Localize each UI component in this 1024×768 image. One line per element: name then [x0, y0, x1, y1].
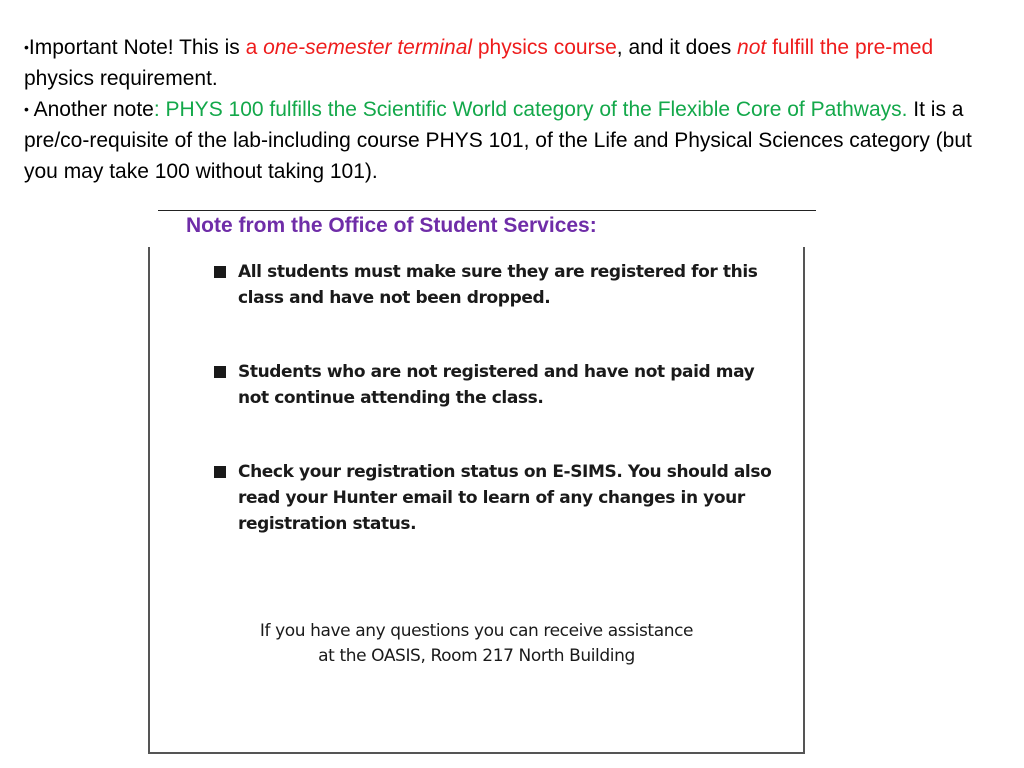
note-important-not: not: [737, 36, 767, 59]
square-bullet-icon: [214, 266, 226, 278]
notice-item-text: All students must make sure they are registered for this class and have not been dropped.: [238, 262, 758, 308]
note-another-prefix: Another note: [28, 98, 154, 121]
notice-item-text: Students who are not registered and have not paid may not continue attending the class.: [238, 362, 755, 408]
square-bullet-icon: [214, 366, 226, 378]
note-important-fulfill: fulfill the pre-med: [772, 36, 934, 59]
bullet-icon: •: [24, 101, 29, 117]
note-important: [24, 32, 984, 94]
student-services-notice: [148, 247, 805, 754]
notice-item: [212, 259, 772, 311]
box-title: Note from the Office of Student Services:: [186, 214, 597, 237]
note-important-middle: , and it does: [616, 36, 738, 59]
notice-item: [212, 459, 772, 537]
bullet-icon: •: [24, 39, 29, 55]
note-another: [24, 94, 984, 187]
assistance-line-1: If you have any questions you can receive assistance: [259, 621, 694, 641]
note-another-suffix: It is a pre/co-requisite of the lab-including course PHYS 101, of the Life and Physical Sciences category (but you may take 100 without taking 101).: [24, 98, 972, 183]
note-another-pathways: : PHYS 100 fulfills the Scientific World category of the Flexible Core of Pathways.: [153, 98, 908, 121]
notice-item: [212, 359, 772, 411]
divider-line: [158, 210, 816, 211]
note-important-suffix: physics requirement.: [24, 67, 218, 90]
note-important-one-semester: one-semester terminal: [263, 36, 473, 59]
notice-item-text: Check your registration status on E-SIMS. You should also read your Hunter email to learn of any changes in your registration status.: [238, 462, 772, 534]
assistance-info: [150, 619, 803, 669]
notice-list: [212, 259, 772, 537]
note-important-a: a: [245, 36, 264, 59]
notes-section: [24, 32, 984, 187]
note-important-physics-course: physics course: [472, 36, 617, 59]
note-important-prefix: Important Note! This is: [28, 36, 246, 59]
square-bullet-icon: [214, 466, 226, 478]
assistance-line-2: at the OASIS, Room 217 North Building: [318, 646, 635, 666]
